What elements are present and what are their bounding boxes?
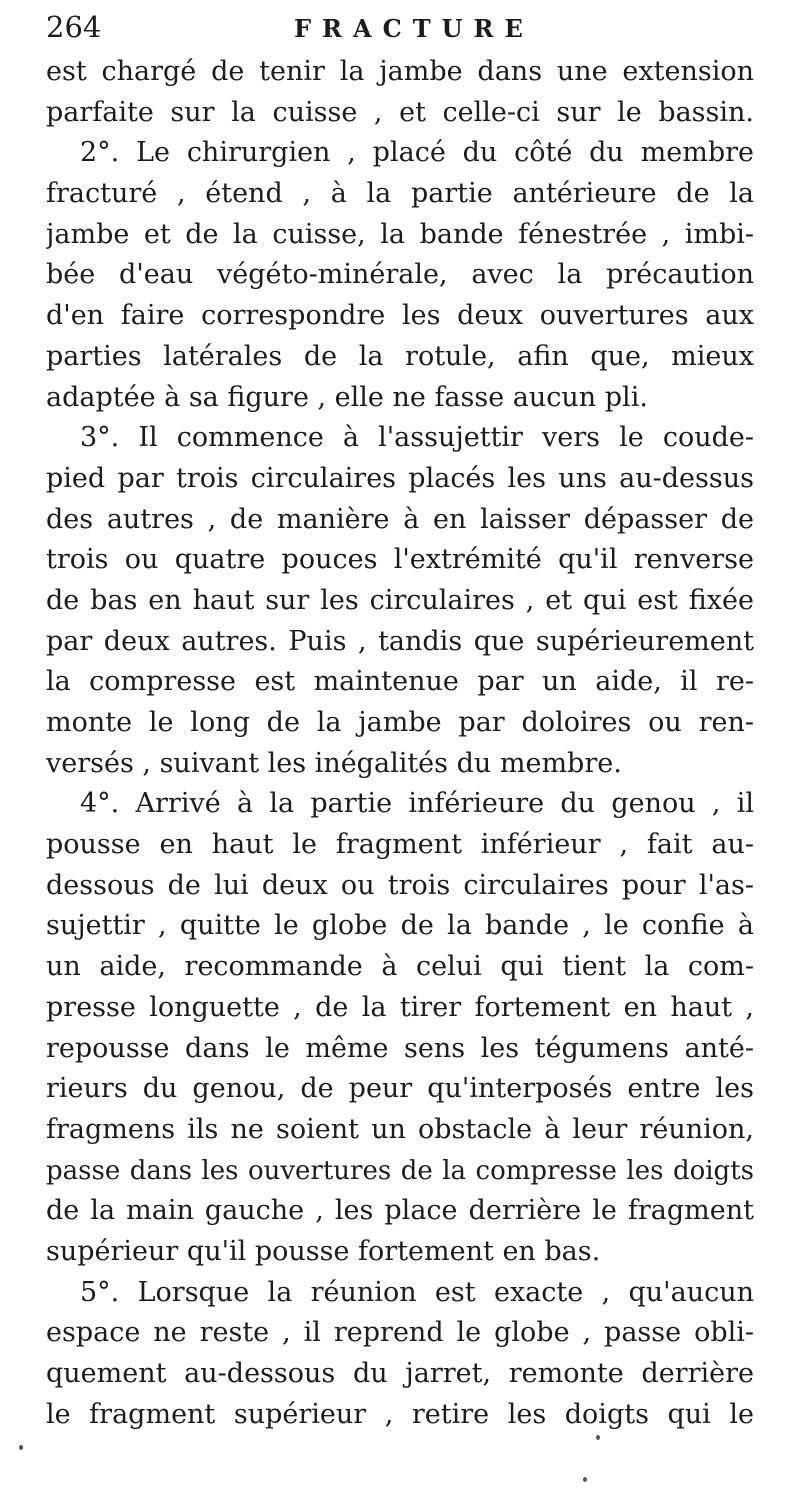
text-line: d'en faire correspondre les deux ouvertures aux bbox=[46, 300, 754, 332]
text-line: 3°. Il commence à l'assujettir vers le coude- bbox=[80, 422, 754, 454]
text-line: 5°. Lorsque la réunion est exacte , qu'aucun bbox=[80, 1276, 754, 1308]
body-text bbox=[46, 52, 754, 1435]
text-line: pied par trois circulaires placés les uns au-dessus bbox=[46, 462, 754, 494]
text-line: supérieur qu'il pousse fortement en bas. bbox=[46, 1235, 601, 1267]
text-line: bée d'eau végéto-minérale, avec la précaution bbox=[46, 259, 754, 291]
text-line: 2°. Le chirurgien , placé du côté du membre bbox=[80, 137, 754, 169]
text-line: dessous de lui deux ou trois circulaires pour l'as- bbox=[46, 869, 754, 901]
text-line: jambe et de la cuisse, la bande fénestrée , imbi- bbox=[46, 218, 754, 250]
running-head: FRACTURE bbox=[294, 14, 534, 43]
text-line: un aide, recommande à celui qui tient la com- bbox=[46, 951, 754, 983]
text-line: fracturé , étend , à la partie antérieure de la bbox=[46, 178, 754, 210]
text-line: par deux autres. Puis , tandis que supérieurement bbox=[46, 625, 754, 657]
text-line: de la main gauche , les place derrière le fragment bbox=[46, 1195, 754, 1227]
text-line: adaptée à sa figure , elle ne fasse aucun pli. bbox=[46, 381, 648, 413]
text-line: parties latérales de la rotule, afin que, mieux bbox=[46, 340, 754, 372]
text-line: presse longuette , de la tirer fortement en haut , bbox=[46, 991, 754, 1023]
text-line: fragmens ils ne soient un obstacle à leur réunion, bbox=[46, 1113, 754, 1145]
text-line: 4°. Arrivé à la partie inférieure du genou , il bbox=[80, 788, 754, 820]
text-line: sujettir , quitte le globe de la bande , le confie à bbox=[46, 910, 754, 942]
text-line: de bas en haut sur les circulaires , et qui est fixée bbox=[46, 584, 754, 616]
ink-speck bbox=[583, 1477, 587, 1482]
ink-speck bbox=[19, 1445, 23, 1450]
ink-speck bbox=[596, 1435, 600, 1440]
text-line: espace ne reste , il reprend le globe , passe obli- bbox=[46, 1317, 754, 1349]
page-header bbox=[46, 10, 751, 54]
text-line: trois ou quatre pouces l'extrémité qu'il renverse bbox=[46, 544, 754, 576]
text-line: quement au-dessous du jarret, remonte derrière bbox=[46, 1358, 754, 1389]
text-line: parfaite sur la cuisse , et celle-ci sur le bassin. bbox=[46, 96, 754, 128]
text-line: repousse dans le même sens les tégumens anté- bbox=[46, 1032, 754, 1064]
text-line: est chargé de tenir la jambe dans une extension bbox=[46, 56, 754, 87]
text-line: la compresse est maintenue par un aide, il re- bbox=[46, 666, 754, 698]
text-line: versés , suivant les inégalités du membre. bbox=[46, 747, 622, 779]
text-line: passe dans les ouvertures de la compresse les doigts bbox=[46, 1155, 754, 1186]
text-line: pousse en haut le fragment inférieur , fait au- bbox=[46, 829, 754, 861]
text-line: des autres , de manière à en laisser dépasser de bbox=[46, 503, 754, 535]
page-number: 264 bbox=[46, 10, 102, 44]
text-line: le fragment supérieur , retire les doigts qui le bbox=[46, 1398, 754, 1430]
text-line: monte le long de la jambe par doloires ou ren- bbox=[46, 707, 754, 738]
text-line: rieurs du genou, de peur qu'interposés entre les bbox=[46, 1073, 754, 1105]
